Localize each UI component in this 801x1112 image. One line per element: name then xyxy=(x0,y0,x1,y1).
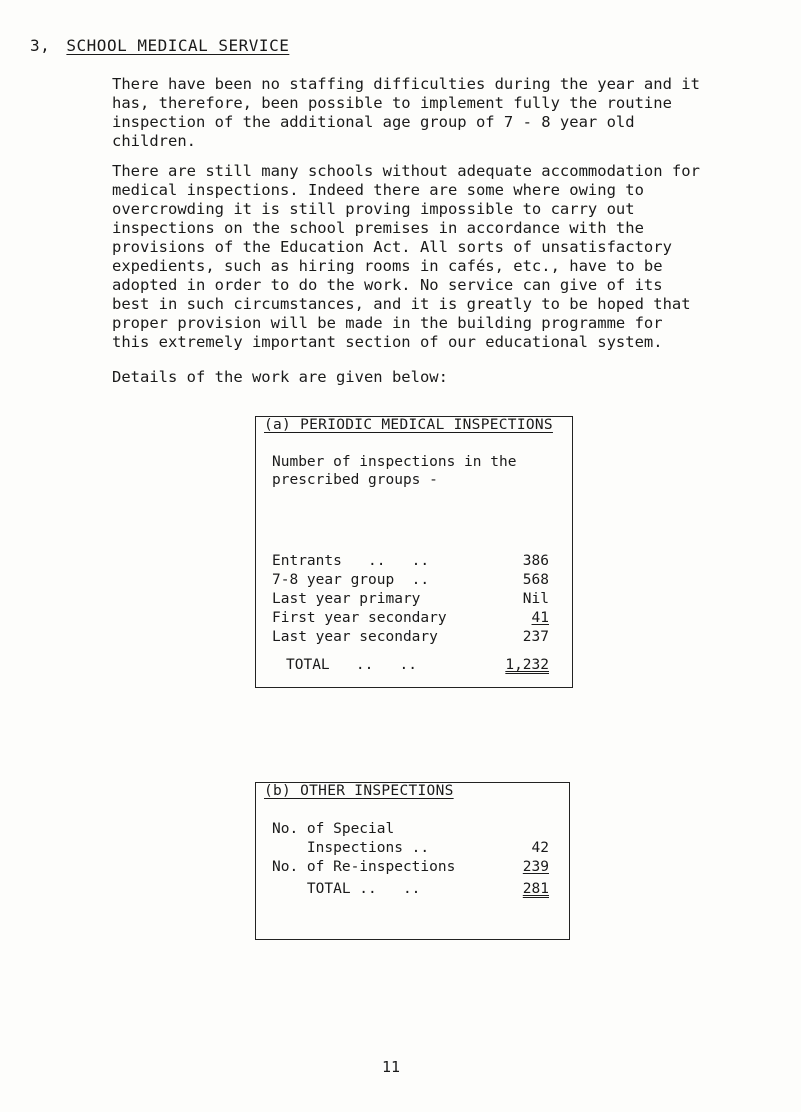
row-value: 41 xyxy=(531,610,549,626)
table-row xyxy=(272,572,557,590)
row-label: Entrants .. .. xyxy=(272,553,430,569)
total-row xyxy=(286,657,557,675)
row-label: Last year secondary xyxy=(272,629,438,645)
row-label: 7-8 year group .. xyxy=(272,572,430,588)
total-row xyxy=(272,881,557,899)
table-row xyxy=(272,610,557,628)
row-value: 568 xyxy=(522,572,549,588)
row-label: First year secondary xyxy=(272,610,447,626)
other-inspections-table xyxy=(255,782,570,940)
page-number: 11 xyxy=(382,1058,401,1076)
periodic-inspections-title: (a) PERIODIC MEDICAL INSPECTIONS xyxy=(264,417,553,433)
row-value: Nil xyxy=(522,591,549,607)
periodic-inspections-intro: Number of inspections in the prescribed groups - xyxy=(272,454,517,488)
other-inspections-title: (b) OTHER INSPECTIONS xyxy=(264,783,454,799)
paragraph-details-intro: Details of the work are given below: xyxy=(112,368,448,386)
row-value: 237 xyxy=(522,629,549,645)
section-number: 3, xyxy=(30,36,51,55)
table-row xyxy=(272,629,557,647)
table-row xyxy=(272,591,557,609)
table-row xyxy=(272,553,557,571)
row-label: No. of Special xyxy=(272,821,395,837)
section-title: SCHOOL MEDICAL SERVICE xyxy=(66,36,290,55)
row-label: No. of Re-inspections xyxy=(272,859,456,875)
row-value: 386 xyxy=(522,553,549,569)
table-row xyxy=(272,821,557,839)
total-value: 1,232 xyxy=(505,657,549,673)
table-row xyxy=(272,840,557,858)
periodic-inspections-table xyxy=(255,416,573,688)
paragraph-staffing: There have been no staffing difficulties during the year and it has, therefore, been possible to implement fully the routine inspection of the additional age group of 7 - 8 year old children. xyxy=(112,75,700,150)
total-label: TOTAL .. .. xyxy=(286,657,417,673)
table-row xyxy=(272,859,557,877)
row-value: 239 xyxy=(522,859,549,875)
row-label: Last year primary xyxy=(272,591,421,607)
total-value: 281 xyxy=(522,881,549,897)
row-label: Inspections .. xyxy=(272,840,430,856)
paragraph-accommodation: There are still many schools without adequate accommodation for medical inspections. Indeed there are some where owing to overcrowding it is still proving impossible to carry out inspections on the school premises in accordance with the provisions of the Education Act. All sorts of unsatisfactory expedients, such as hiring rooms in cafés, etc., have to be adopted in order to do the work. No service can give of its best in such circumstances, and it is greatly to be hoped that proper provision will be made in the building programme for this extremely important section of our educational system. xyxy=(112,162,700,351)
section-heading xyxy=(30,36,289,55)
row-value: 42 xyxy=(531,840,549,856)
total-label: TOTAL .. .. xyxy=(272,881,421,897)
